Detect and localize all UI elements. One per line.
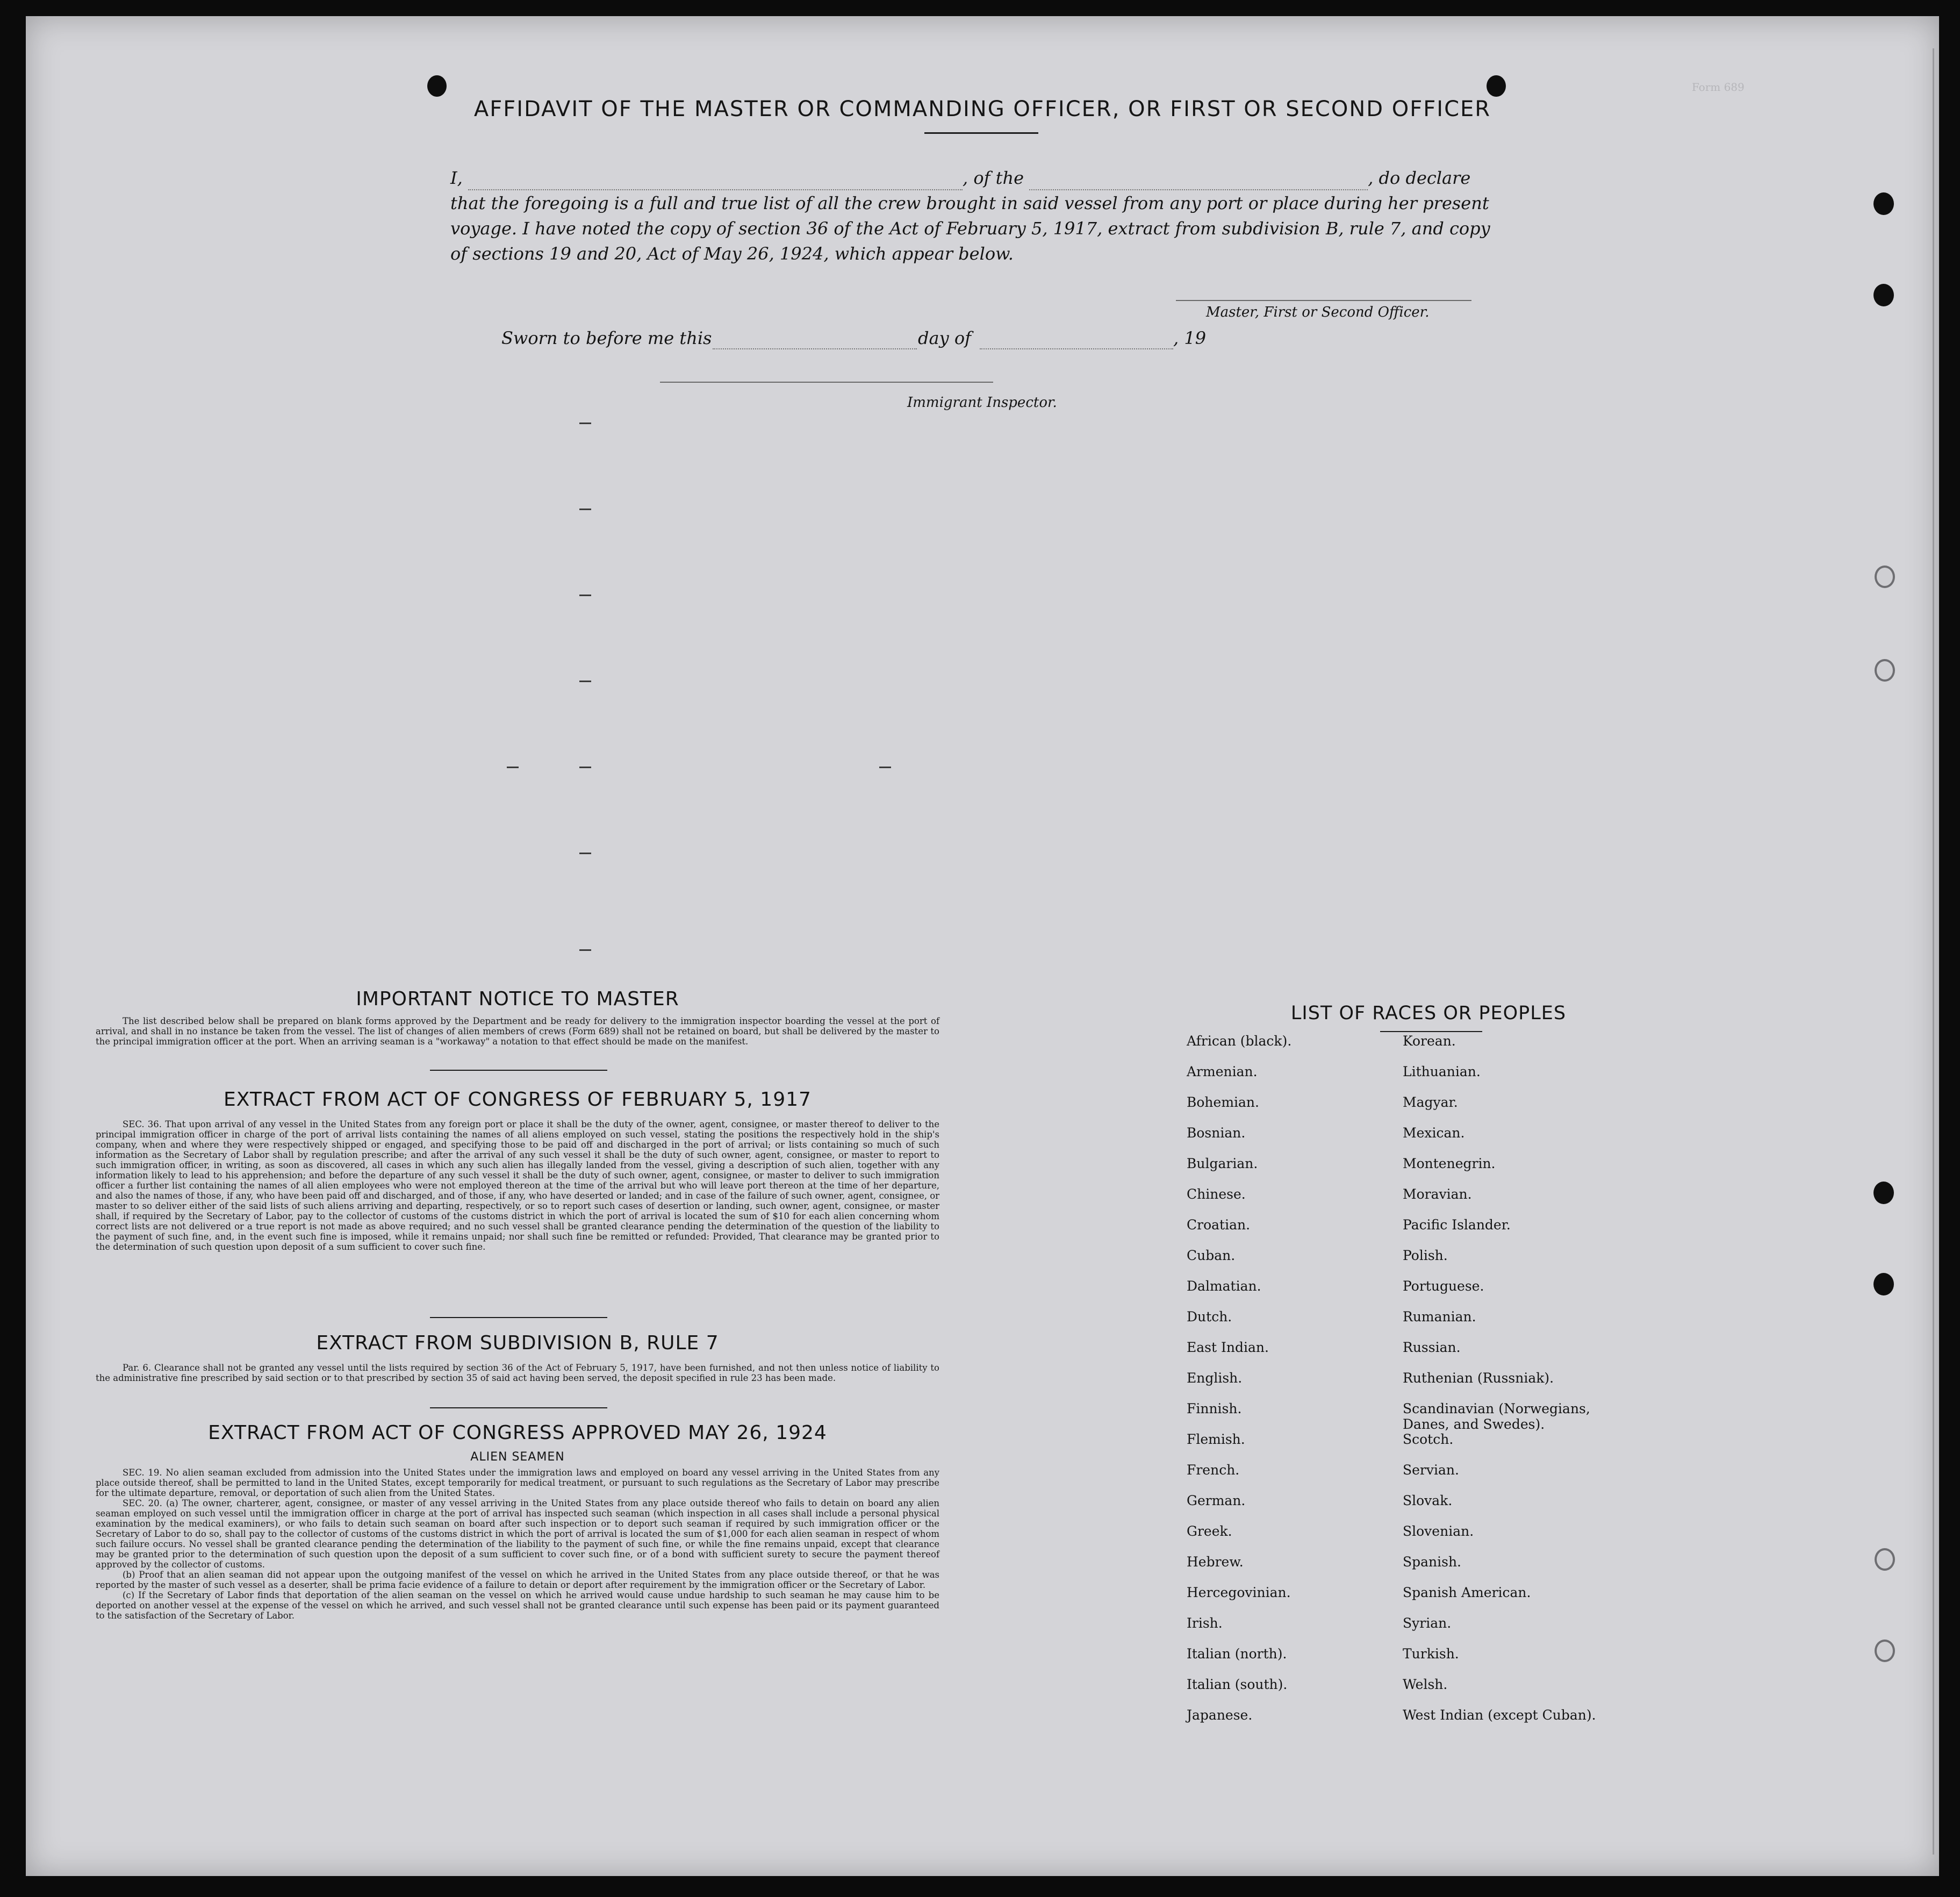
sec20a-paragraph: SEC. 20. (a) The owner, charterer, agent, consignee, or master of any vessel arriving in the United States from any place outside thereof who fails to detain on board any alien seaman employed on such vessel until the immigration officer in charge at the port of arrival has inspected such seaman (which inspection in all cases shall include a personal physical examination by the medical examiners), or who fails to detain such seaman on board after such inspection or to deport such seaman if required by such immigration officer or the Secretary of Labor to do so, shall pay to the collector of customs of the customs district in which the port of arrival is located the sum of $1,000 for each alien seaman in respect of whom such failure occurs. No vessel shall be granted clearance pending the determination of the liability to the payment of such fine, or while the fine remains unpaid, except that clearance may be granted prior to the determination of such question upon the deposit of a sum sufficient to cover such fine, or of a bond with sufficient surety to secure the payment thereof approved by the collector of customs. <box>96 1498 939 1570</box>
punch-hole <box>427 75 447 97</box>
race-item: Cuban. <box>1187 1248 1236 1263</box>
affidavit-line-2: that the foregoing is a full and true list of all the crew brought in said vessel from any port or place during her present <box>450 193 1489 213</box>
inspector-signature-line <box>660 382 993 383</box>
notice-paragraph: The list described below shall be prepared on blank forms approved by the Department and be ready for delivery to the immigration inspector boarding the vessel at the port of arrival, and shall in no instance be taken from the vessel. The list of changes of alien members of crews (Form 689) shall not be retained on board, but shall be delivered by the master to the principal immigration officer at the port. When an arriving seaman is a "workaway" a notation to that effect should be made on the manifest. <box>96 1016 939 1047</box>
vessel-blank[interactable] <box>1029 189 1368 190</box>
race-item: Spanish American. <box>1403 1585 1531 1600</box>
year-prefix: , 19 <box>1173 328 1207 348</box>
race-item: Croatian. <box>1187 1217 1251 1233</box>
signature-line <box>1176 300 1471 301</box>
race-item: Polish. <box>1403 1248 1448 1263</box>
races-title-underline <box>1380 1031 1482 1032</box>
punch-hole <box>1873 192 1894 215</box>
ring-hole <box>1875 565 1895 588</box>
race-item: Korean. <box>1403 1033 1456 1049</box>
punch-hole <box>1873 284 1894 306</box>
race-item: Slovenian. <box>1403 1523 1474 1539</box>
signature-caption: Master, First or Second Officer. <box>1206 304 1430 320</box>
race-item: Rumanian. <box>1403 1309 1476 1325</box>
race-item: Greek. <box>1187 1523 1232 1539</box>
race-item: Scandinavian (Norwegians, Danes, and Swedes). <box>1403 1401 1590 1432</box>
races-title: LIST OF RACES OR PEOPLES <box>1290 1003 1567 1024</box>
bleed-dash <box>579 423 591 424</box>
race-item: Ruthenian (Russniak). <box>1403 1370 1554 1386</box>
race-item: Chinese. <box>1187 1186 1246 1202</box>
race-item: East Indian. <box>1187 1340 1269 1355</box>
race-item: German. <box>1187 1493 1246 1508</box>
race-item: Dalmatian. <box>1187 1278 1261 1294</box>
ring-hole <box>1875 659 1895 682</box>
race-item: Turkish. <box>1403 1646 1459 1662</box>
bleed-dash <box>579 509 591 510</box>
affidavit-declare: , do declare <box>1368 168 1471 188</box>
day-of-text: day of <box>918 328 971 348</box>
race-item: Pacific Islander. <box>1403 1217 1511 1233</box>
sworn-month-blank[interactable] <box>980 333 1173 349</box>
section-divider <box>430 1070 607 1071</box>
race-item: Flemish. <box>1187 1431 1245 1447</box>
race-item: Moravian. <box>1403 1186 1472 1202</box>
bleed-through-text: Form 689 <box>1692 81 1744 94</box>
race-item: Dutch. <box>1187 1309 1232 1325</box>
race-item: Scotch. <box>1403 1431 1454 1447</box>
section-divider <box>430 1317 607 1318</box>
section-divider <box>430 1407 607 1408</box>
race-item: Spanish. <box>1403 1554 1462 1570</box>
document-page <box>26 16 1939 1876</box>
race-item: Montenegrin. <box>1403 1156 1496 1171</box>
ring-hole <box>1875 1548 1895 1571</box>
alien-seamen-subtitle: ALIEN SEAMEN <box>470 1450 565 1464</box>
inspector-caption: Immigrant Inspector. <box>907 395 1057 411</box>
extract-1924-title: EXTRACT FROM ACT OF CONGRESS APPROVED MAY 26, 1924 <box>208 1422 827 1444</box>
race-item: Syrian. <box>1403 1615 1452 1631</box>
name-blank[interactable] <box>468 189 963 190</box>
race-item: Servian. <box>1403 1462 1459 1478</box>
race-item: Lithuanian. <box>1403 1064 1481 1079</box>
race-item: Bohemian. <box>1187 1094 1259 1110</box>
race-item: African (black). <box>1187 1033 1292 1049</box>
affidavit-line-4: of sections 19 and 20, Act of May 26, 1924, which appear below. <box>450 244 1014 264</box>
sec20c-paragraph: (c) If the Secretary of Labor finds that deportation of the alien seaman on the vessel on which he arrived would cause undue hardship to such seaman he may cause him to be deported on another vessel at the expense of the vessel on which he arrived, and such vessel shall not be granted clearance until such expense has been paid or its payment guaranteed to the satisfaction of the Secretary of Labor. <box>96 1590 939 1621</box>
notice-text <box>96 1016 939 1047</box>
punch-hole <box>1873 1182 1894 1204</box>
bleed-dash <box>579 681 591 682</box>
race-item: Mexican. <box>1403 1125 1465 1141</box>
bleed-dash <box>507 767 519 768</box>
affidavit-of-the: , of the <box>962 168 1024 188</box>
bleed-dash <box>579 595 591 596</box>
punch-hole <box>1873 1273 1894 1295</box>
affidavit-line-3: voyage. I have noted the copy of section 36 of the Act of February 5, 1917, extract from subdivision B, rule 7, and copy <box>450 218 1490 239</box>
race-item: Bulgarian. <box>1187 1156 1258 1171</box>
bleed-dash <box>579 853 591 854</box>
extract-1917-title: EXTRACT FROM ACT OF CONGRESS OF FEBRUARY 5, 1917 <box>224 1089 812 1111</box>
race-item: Hebrew. <box>1187 1554 1244 1570</box>
extract-1924-text <box>96 1468 939 1621</box>
race-item: Finnish. <box>1187 1401 1242 1416</box>
bleed-dash <box>879 767 891 768</box>
race-item: Welsh. <box>1403 1677 1448 1692</box>
extract-rule7-text <box>96 1363 939 1383</box>
sec19-paragraph: SEC. 19. No alien seaman excluded from admission into the United States under the immigration laws and employed on board any vessel arriving in the United States from any place outside thereof, shall be permitted to land in the United States, except temporarily for medical treatment, or pursuant to such regulations as the Secretary of Labor may prescribe for the ultimate departure, removal, or deportation of such alien from the United States. <box>96 1468 939 1498</box>
race-item: Irish. <box>1187 1615 1223 1631</box>
race-item: West Indian (except Cuban). <box>1403 1707 1596 1723</box>
race-item: Bosnian. <box>1187 1125 1246 1141</box>
bleed-dash <box>579 767 591 768</box>
notice-title: IMPORTANT NOTICE TO MASTER <box>356 988 679 1010</box>
sworn-text: Sworn to before me this <box>501 328 712 348</box>
ring-hole <box>1875 1640 1895 1662</box>
races-right-column <box>1403 1033 1682 1738</box>
bleed-dash <box>579 949 591 951</box>
sec36-paragraph: SEC. 36. That upon arrival of any vessel in the United States from any foreign port or place it shall be the duty of the owner, agent, consignee, or master thereof to deliver to the principal immigration officer in charge of the port of arrival lists containing the names of all aliens employed on such vessel, stating the positions the respectively hold in the ship's company, when and where they were respectively shipped or engaged, and specifying those to be paid off and discharged in the port of arrival; or lists containing so much of such information as the Secretary of Labor shall by regulation prescribe; and after the arrival of any such vessel it shall be the duty of such owner, agent, consignee, or master to report to such immigration officer, in writing, as soon as discovered, all cases in which any such alien has illegally landed from the vessel, giving a description of such alien, together with any information likely to lead to his apprehension; and before the departure of any such vessel it shall be the duty of such owner, agent, consignee, or master to deliver to such immigration officer a further list containing the names of all alien employees who were not employed thereon at the time of the arrival but who will leave port thereon at the time of her departure, and also the names of those, if any, who have been paid off and discharged, and of those, if any, who have deserted or landed; and in case of the failure of such owner, agent, consignee, or master to so deliver either of the said lists of such aliens arriving and departing, respectively, or so to report such cases of desertion or landing, such owner, agent, consignee, or master shall, if required by the Secretary of Labor, pay to the collector of customs of the customs district in which the port of arrival is located the sum of $10 for each alien concerning whom correct lists are not delivered or a true report is not made as above required; and no such vessel shall be granted clearance pending the determination of the question of the liability to the payment of such fine, and, in the event such fine is imposed, while it remains unpaid; nor shall such fine be remitted or refunded: Provided, That clearance may be granted prior to the determination of such question upon deposit of a sum sufficient to cover such fine. <box>96 1119 940 1252</box>
affidavit-text <box>450 166 1547 284</box>
race-item: Italian (south). <box>1187 1677 1288 1692</box>
rule7-paragraph: Par. 6. Clearance shall not be granted any vessel until the lists required by section 36 of the Act of February 5, 1917, have been furnished, and not then unless notice of liability to the administrative fine prescribed by said section or to that prescribed by section 35 of said act having been served, the deposit specified in rule 23 has been made. <box>96 1363 939 1383</box>
race-item: Portuguese. <box>1403 1278 1484 1294</box>
title-underline <box>924 132 1038 134</box>
race-item: Italian (north). <box>1187 1646 1287 1662</box>
race-item: Armenian. <box>1187 1064 1258 1079</box>
sec20b-paragraph: (b) Proof that an alien seaman did not appear upon the outgoing manifest of the vessel on which he arrived in the United States from any place outside thereof, or that he was reported by the master of such vessel as a deserter, shall be prima facie evidence of a failure to detain or deport after requirement by the immigration officer or the Secretary of Labor. <box>96 1570 939 1590</box>
race-item: Russian. <box>1403 1340 1461 1355</box>
extract-1917-text <box>96 1119 939 1252</box>
race-item: Magyar. <box>1403 1094 1458 1110</box>
affidavit-pronoun: I, <box>450 168 463 188</box>
race-item: Hercegovinian. <box>1187 1585 1291 1600</box>
affidavit-line-1 <box>450 166 1547 190</box>
race-item: Slovak. <box>1403 1493 1453 1508</box>
affidavit-title: AFFIDAVIT OF THE MASTER OR COMMANDING OFFICER, OR FIRST OR SECOND OFFICER <box>473 97 1491 121</box>
extract-rule7-title: EXTRACT FROM SUBDIVISION B, RULE 7 <box>316 1332 719 1354</box>
page-edge-line <box>1933 48 1934 1855</box>
race-item: French. <box>1187 1462 1240 1478</box>
race-item: Japanese. <box>1187 1707 1253 1723</box>
sworn-day-blank[interactable] <box>713 333 917 349</box>
punch-hole <box>1487 75 1506 97</box>
race-item: English. <box>1187 1370 1243 1386</box>
